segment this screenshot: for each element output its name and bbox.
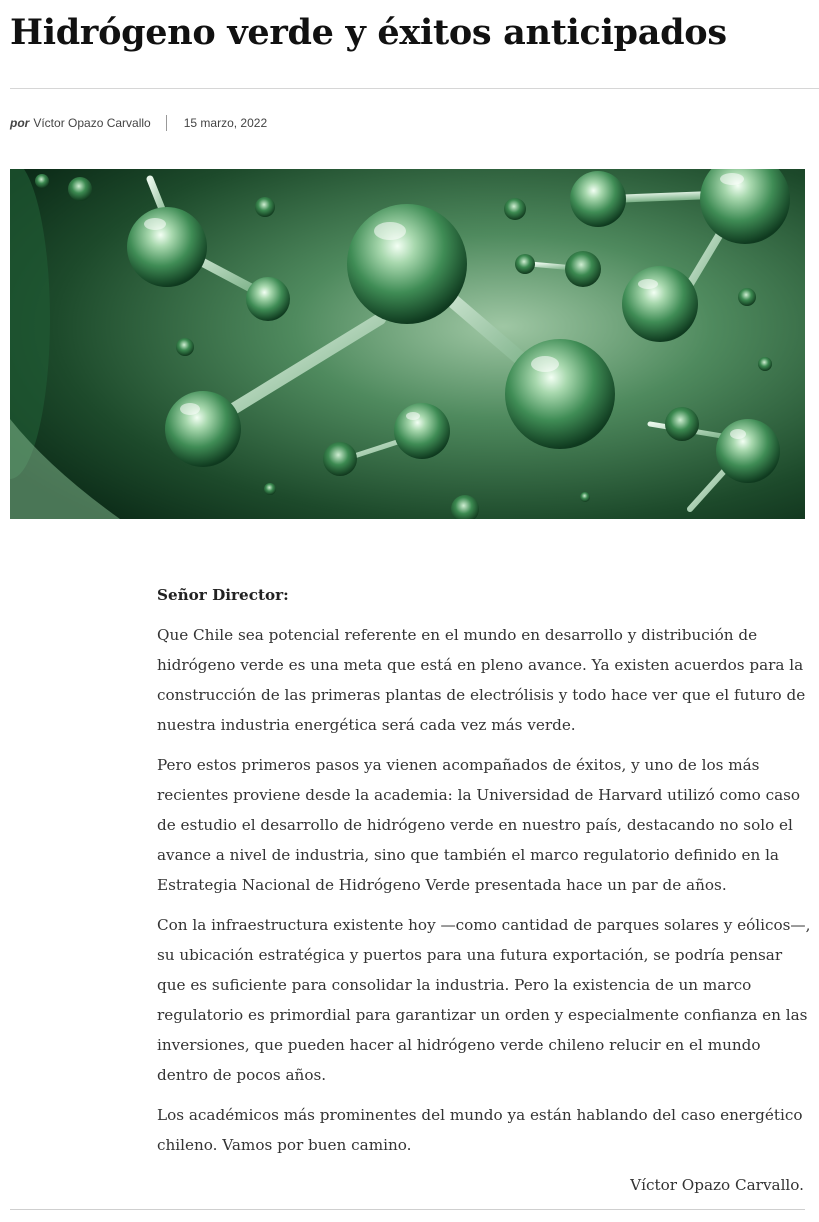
footer-divider bbox=[10, 1209, 805, 1210]
meta-separator bbox=[166, 115, 167, 131]
hero-image bbox=[10, 169, 805, 519]
publish-date: 15 marzo, 2022 bbox=[183, 116, 268, 130]
title-divider bbox=[10, 88, 819, 89]
paragraph: Que Chile sea potencial referente en el mundo en desarrollo y distribución de hidrógeno verde es una meta que está en pleno avance. Ya existen acuerdos para la construcción de las primeras plantas de electrólisis y todo hace ver que el futuro de nuestra industria energética será cada vez más verde. bbox=[157, 626, 806, 734]
molecule-illustration-icon bbox=[10, 169, 805, 519]
paragraph: Pero estos primeros pasos ya vienen acompañados de éxitos, y uno de los más recientes proviene desde la academia: la Universidad de Harvard utilizó como caso de estudio el desarrollo de hidrógeno verde en nuestro país, destacando no solo el avance a nivel de industria, sino que también el marco regulatorio definido en la Estrategia Nacional de Hidrógeno Verde presentada hace un par de años. bbox=[157, 756, 801, 894]
article-title: Hidrógeno verde y éxitos anticipados bbox=[10, 12, 727, 53]
signature: Víctor Opazo Carvallo. bbox=[630, 1176, 804, 1194]
article-meta bbox=[10, 115, 267, 131]
paragraph: Los académicos más prominentes del mundo ya están hablando del caso energético chileno. Vamos por buen camino. bbox=[157, 1106, 803, 1154]
byline-prefix: por bbox=[10, 116, 30, 130]
article-body bbox=[157, 580, 812, 1210]
author-link[interactable]: Víctor Opazo Carvallo bbox=[33, 116, 151, 130]
paragraph: Con la infraestructura existente hoy —como cantidad de parques solares y eólicos—, su ubicación estratégica y puertos para una futura exportación, se podría pensar que es suficiente para consolidar la industria. Pero la existencia de un marco regulatorio es primordial para garantizar un orden y especialmente confianza en las inversiones, que pueden hacer al hidrógeno verde chileno relucir en el mundo dentro de pocos años. bbox=[157, 916, 811, 1084]
salutation: Señor Director: bbox=[157, 586, 289, 604]
